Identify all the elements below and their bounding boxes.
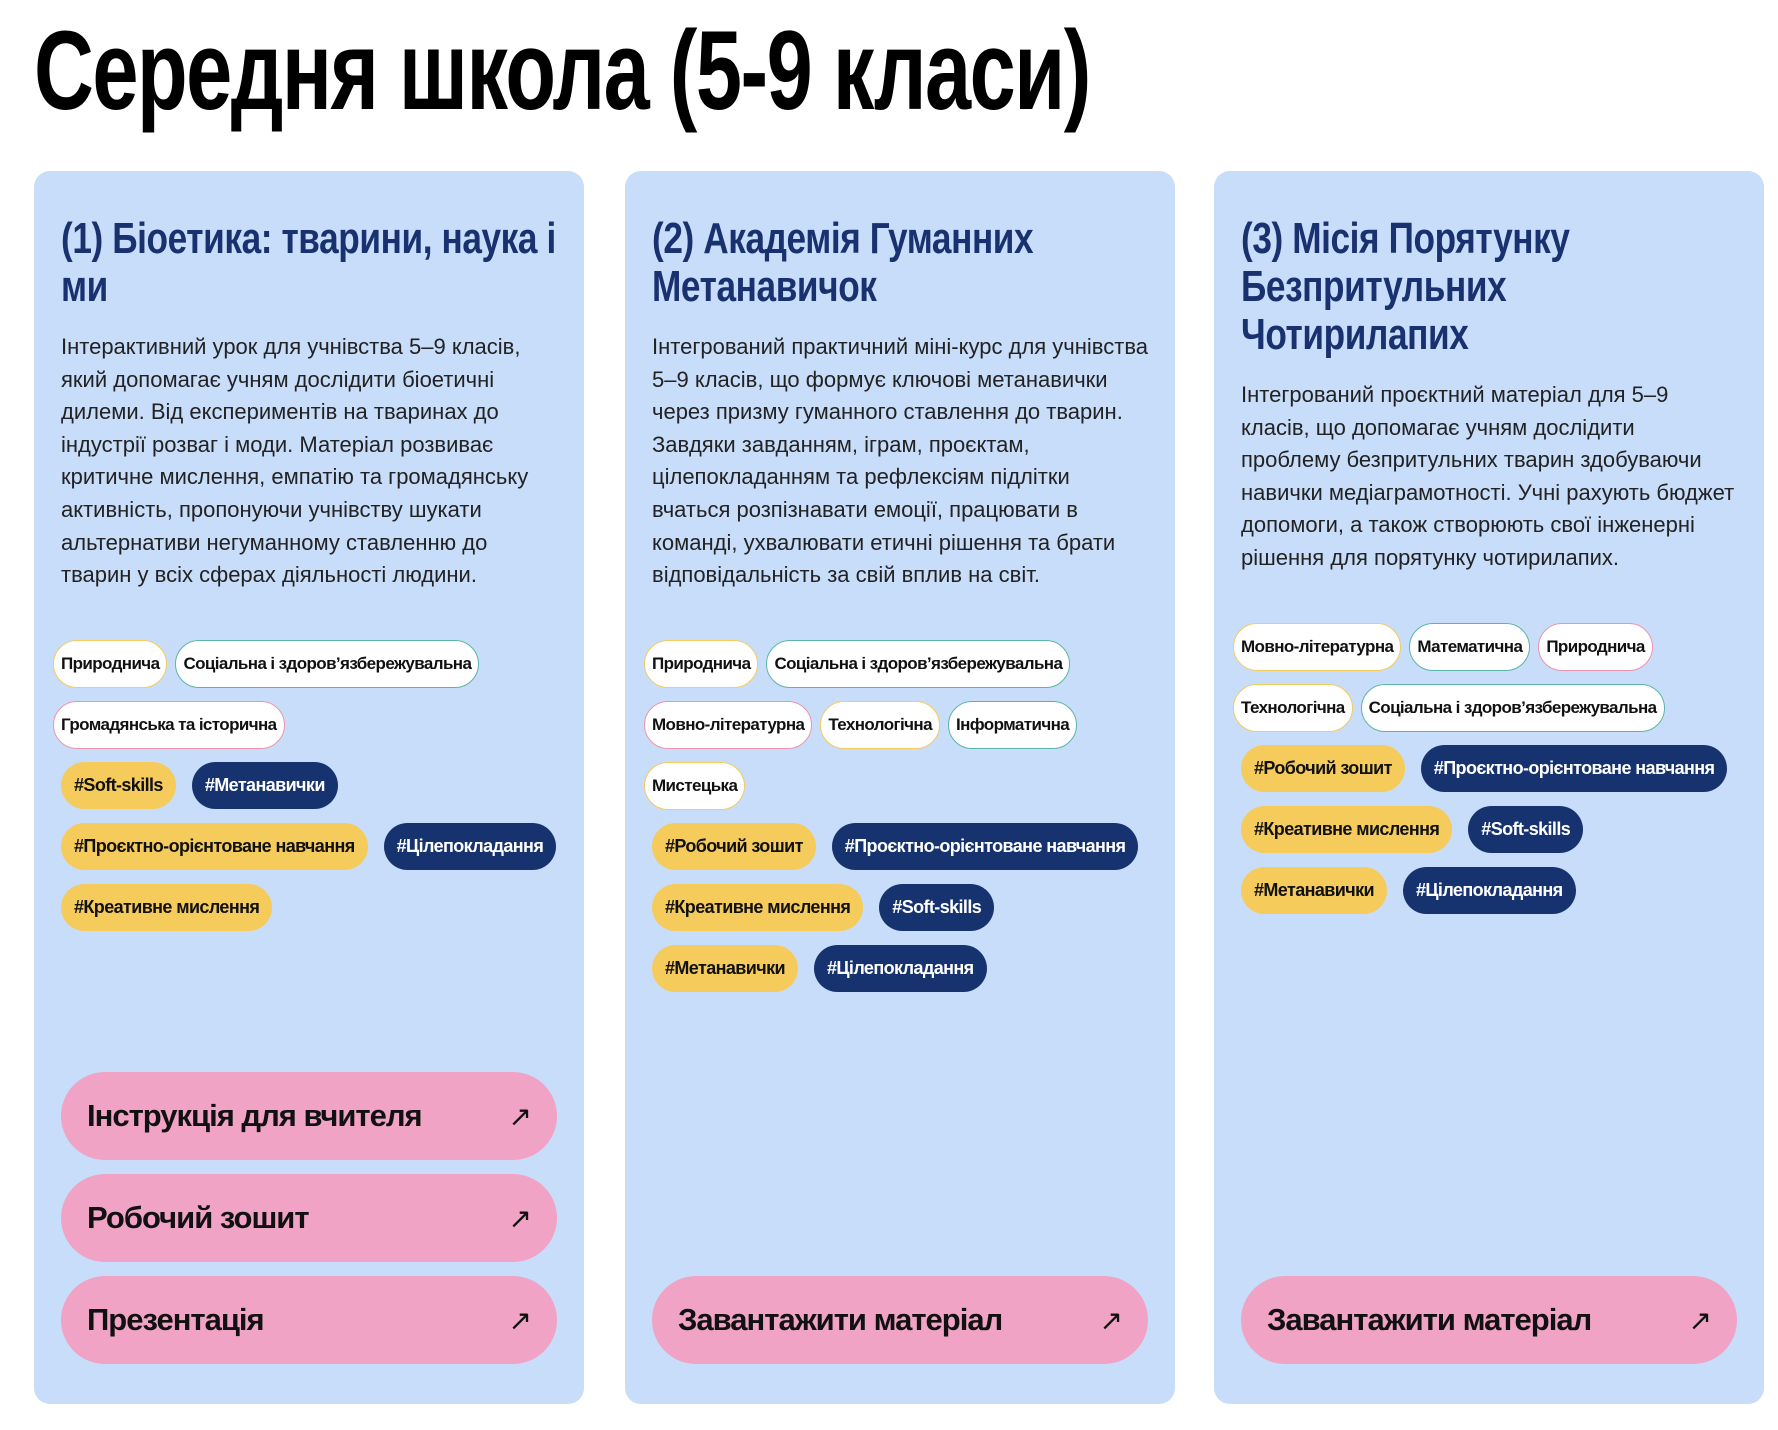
workbook-button[interactable] xyxy=(61,1174,557,1262)
course-card-bioethics xyxy=(34,171,584,1404)
button-label: Інструкція для вчителя xyxy=(87,1098,422,1133)
card-description: Інтерактивний урок для учнівства 5–9 класів, який допомагає учням дослідити біоетичні дилеми. Від експериментів на тваринах до індустрії розваг і моди. Матеріал розвиває критичне мислення, емпатію та громадянську активність, пропонуючи учнівству шукати альтернативи негуманному ставленню до тварин у всіх сферах діяльності людини. xyxy=(61,334,529,588)
hashtag: #Метанавички xyxy=(1241,867,1387,914)
subject-tag: Природнича xyxy=(1538,623,1652,671)
subject-tag: Соціальна і здоров’язбережувальна xyxy=(766,640,1070,688)
subject-tag: Технологічна xyxy=(1233,684,1353,732)
card-buttons xyxy=(61,1072,557,1364)
arrow-up-right-icon: ↗ xyxy=(508,1304,531,1336)
hashtag: #Soft-skills xyxy=(879,884,994,931)
card-description: Інтегрований практичний міні-курс для учнівства 5–9 класів, що формує ключові метанавички через призму гуманного ставлення до тварин. Завдяки завданням, іграм, проєктам, цілепокладанням та рефлексіям підлітки вчаться розпізнавати емоції, працювати в команді, ухвалювати етичні рішення та брати відповідальність за свій вплив на світ. xyxy=(652,334,1148,588)
download-material-button[interactable] xyxy=(1241,1276,1737,1364)
hashtags xyxy=(61,762,557,931)
hashtag: #Проєктно-орієнтоване навчання xyxy=(832,823,1139,870)
button-label: Презентація xyxy=(87,1302,264,1337)
subject-tag: Соціальна і здоров’язбережувальна xyxy=(1361,684,1665,732)
hashtag: #Цілепокладання xyxy=(384,823,557,870)
subject-tags xyxy=(644,640,1148,810)
button-label: Робочий зошит xyxy=(87,1200,309,1235)
hashtag: #Цілепокладання xyxy=(814,945,987,992)
subject-tag: Технологічна xyxy=(820,701,940,749)
arrow-up-right-icon: ↗ xyxy=(508,1100,531,1132)
hashtag: #Креативне мислення xyxy=(652,884,863,931)
course-card-metaskills-academy xyxy=(625,171,1175,1404)
subject-tag: Природнича xyxy=(644,640,758,688)
hashtags xyxy=(1241,745,1737,914)
hashtag: #Проєктно-орієнтоване навчання xyxy=(61,823,368,870)
hashtag: #Метанавички xyxy=(192,762,338,809)
hashtag: #Креативне мислення xyxy=(61,884,272,931)
hashtag: #Робочий зошит xyxy=(1241,745,1405,792)
button-label: Завантажити матеріал xyxy=(678,1302,1003,1337)
card-buttons xyxy=(1241,1276,1737,1364)
subject-tags xyxy=(1233,623,1737,732)
arrow-up-right-icon: ↗ xyxy=(1099,1304,1122,1336)
subject-tag: Соціальна і здоров’язбережувальна xyxy=(175,640,479,688)
card-title: (2) Академія Гуманних Метанавичок xyxy=(652,214,1034,311)
hashtags xyxy=(652,823,1148,992)
card-title: (1) Біоетика: тварини, наука і ми xyxy=(61,214,556,311)
download-material-button[interactable] xyxy=(652,1276,1148,1364)
teacher-instruction-button[interactable] xyxy=(61,1072,557,1160)
hashtag: #Робочий зошит xyxy=(652,823,816,870)
subject-tag: Математична xyxy=(1409,623,1530,671)
card-title: (3) Місія Порятунку Безпритульних Чотирилапих xyxy=(1241,214,1570,359)
card-buttons xyxy=(652,1276,1148,1364)
page-title: Середня школа (5-9 класи) xyxy=(34,8,1090,133)
hashtag: #Soft-skills xyxy=(61,762,176,809)
subject-tags xyxy=(53,640,557,749)
button-label: Завантажити матеріал xyxy=(1267,1302,1592,1337)
hashtag: #Креативне мислення xyxy=(1241,806,1452,853)
subject-tag: Природнича xyxy=(53,640,167,688)
subject-tag: Мовно-літературна xyxy=(644,701,812,749)
hashtag: #Метанавички xyxy=(652,945,798,992)
arrow-up-right-icon: ↗ xyxy=(1688,1304,1711,1336)
subject-tag: Громадянська та історична xyxy=(53,701,285,749)
hashtag: #Soft-skills xyxy=(1468,806,1583,853)
arrow-up-right-icon: ↗ xyxy=(508,1202,531,1234)
course-card-stray-animals-mission xyxy=(1214,171,1764,1404)
presentation-button[interactable] xyxy=(61,1276,557,1364)
subject-tag: Інформатична xyxy=(948,701,1077,749)
hashtag: #Цілепокладання xyxy=(1403,867,1576,914)
card-description: Інтегрований проєктний матеріал для 5–9 класів, що допомагає учням дослідити проблему безпритульних тварин здобуваючи навички медіаграмотності. Учні рахують бюджет допомоги, а також створюють свої інженерні рішення для порятунку чотирилапих. xyxy=(1241,382,1735,570)
hashtag: #Проєктно-орієнтоване навчання xyxy=(1421,745,1728,792)
subject-tag: Мистецька xyxy=(644,762,745,810)
subject-tag: Мовно-літературна xyxy=(1233,623,1401,671)
